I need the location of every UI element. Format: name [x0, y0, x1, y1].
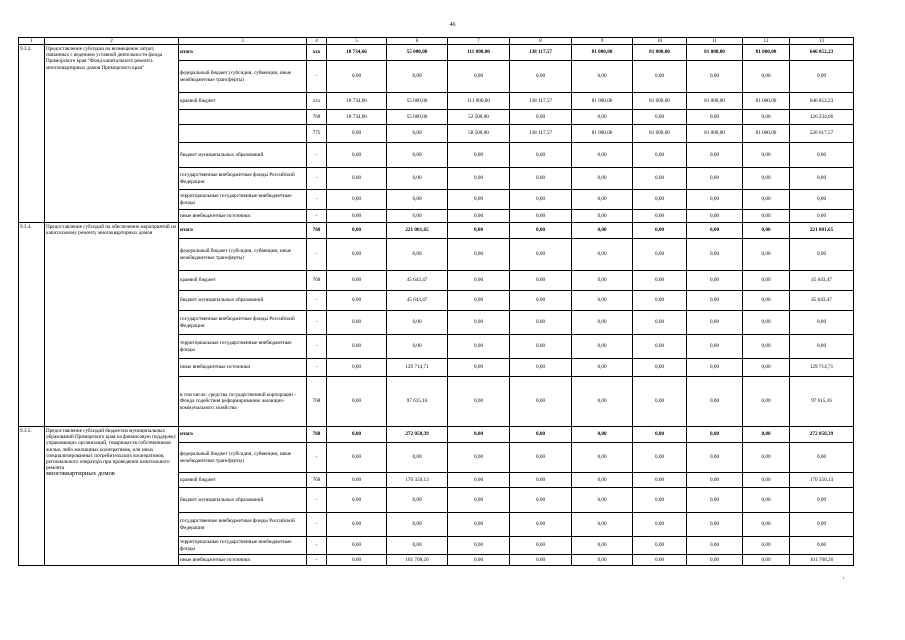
table-row: [19, 223, 854, 239]
funding-source: [179, 110, 307, 125]
year-value: 0,00: [743, 110, 790, 125]
budget-code: -: [307, 210, 327, 223]
year-value: 0,00: [327, 311, 387, 335]
funding-source: территориальные государственные внебюджетные фонды: [179, 335, 307, 359]
funding-source: бюджет муниципальных образований: [179, 488, 307, 513]
year-value: 0,00: [633, 537, 687, 555]
total-value: 646 852,23: [790, 45, 854, 61]
budget-code: 768: [307, 271, 327, 291]
year-value: 55 000,00: [387, 93, 448, 110]
total-value: 0,00: [790, 335, 854, 359]
total-value: 101 708,26: [790, 555, 854, 566]
section-name-text: Предоставление субсидий на обеспечение мероприятий по капитальному ремонту многоквартирных домов: [46, 224, 177, 237]
column-number: 4: [307, 38, 327, 45]
year-value: 0,00: [687, 61, 743, 93]
year-value: 0,00: [743, 537, 790, 555]
budget-code: -: [307, 555, 327, 566]
year-value: 0,00: [327, 513, 387, 537]
year-value: 0,00: [572, 427, 633, 443]
year-value: 0,00: [448, 239, 510, 271]
budget-code: 768: [307, 110, 327, 125]
total-value: 520 617,57: [790, 125, 854, 143]
column-number: 7: [448, 38, 510, 45]
total-value: 0,00: [790, 443, 854, 473]
year-value: 111 000,00: [448, 45, 510, 61]
funding-source: иные внебюджетные источники: [179, 359, 307, 377]
year-value: 221 001,65: [387, 223, 448, 239]
column-number-row: [19, 38, 854, 45]
year-value: 0,00: [743, 427, 790, 443]
year-value: 0,00: [327, 537, 387, 555]
column-number: 3: [179, 38, 307, 45]
funding-source: бюджет муниципальных образований: [179, 143, 307, 168]
budget-code: 768: [307, 223, 327, 239]
total-value: 0,00: [790, 311, 854, 335]
total-value: 221 001,65: [790, 223, 854, 239]
year-value: 0,00: [572, 359, 633, 377]
section-name: [45, 427, 179, 566]
year-value: 0,00: [633, 223, 687, 239]
year-value: 0,00: [743, 239, 790, 271]
year-value: 0,00: [572, 537, 633, 555]
budget-code: -: [307, 359, 327, 377]
year-value: 0,00: [743, 190, 790, 210]
year-value: 52 500,00: [448, 110, 510, 125]
section-name-text: Предоставление субсидий бюджетам муниципальных образований Приморского края на финансовую поддержку управляющих организаций, товариществ собственников жилья, либо жилищных кооперативов, или иных специализированных потребительских кооперативов, регионального оператора при проведении капитального ремонта: [46, 428, 177, 472]
year-value: 0,00: [687, 168, 743, 190]
year-value: 0,00: [687, 335, 743, 359]
year-value: 81 000,00: [572, 45, 633, 61]
year-value: 0,00: [327, 335, 387, 359]
total-value: 0,00: [790, 513, 854, 537]
year-value: 0,00: [743, 488, 790, 513]
year-value: 0,00: [572, 210, 633, 223]
year-value: 0,00: [687, 359, 743, 377]
year-value: 0,00: [633, 473, 687, 488]
year-value: 0,00: [687, 311, 743, 335]
year-value: 0,00: [572, 143, 633, 168]
year-value: 0,00: [448, 143, 510, 168]
column-number: 11: [687, 38, 743, 45]
year-value: 0,00: [687, 143, 743, 168]
column-number: 6: [387, 38, 448, 45]
year-value: 0,00: [327, 377, 387, 427]
year-value: 0,00: [743, 210, 790, 223]
budget-code: xxx: [307, 93, 327, 110]
column-number: 12: [743, 38, 790, 45]
year-value: 0,00: [633, 271, 687, 291]
funding-source: федеральный бюджет (субсидии, субвенции, иные межбюджетные трансферты): [179, 61, 307, 93]
year-value: 0,00: [510, 377, 572, 427]
year-value: 0,00: [327, 427, 387, 443]
year-value: 0,00: [572, 488, 633, 513]
year-value: 0,00: [387, 443, 448, 473]
total-value: 45 643,47: [790, 271, 854, 291]
year-value: 0,00: [387, 537, 448, 555]
year-value: 81 000,00: [633, 45, 687, 61]
year-value: 0,00: [448, 311, 510, 335]
year-value: 0,00: [743, 513, 790, 537]
year-value: 138 117,57: [510, 45, 572, 61]
year-value: 0,00: [687, 555, 743, 566]
year-value: 111 000,00: [448, 93, 510, 110]
year-value: 0,00: [633, 190, 687, 210]
budget-code: -: [307, 537, 327, 555]
funding-source: в том числе: средства государственной корпорации - Фонда содействия реформированию жилищно-коммунального хозяйства: [179, 377, 307, 427]
year-value: 0,00: [327, 488, 387, 513]
budget-code: 768: [307, 427, 327, 443]
column-number: 9: [572, 38, 633, 45]
year-value: 0,00: [633, 143, 687, 168]
year-value: 0,00: [687, 377, 743, 427]
year-value: 0,00: [510, 190, 572, 210]
year-value: 0,00: [572, 271, 633, 291]
year-value: 0,00: [327, 125, 387, 143]
year-value: 0,00: [448, 271, 510, 291]
year-value: 0,00: [510, 473, 572, 488]
year-value: 0,00: [572, 110, 633, 125]
year-value: 81 000,00: [687, 93, 743, 110]
funding-source: иные внебюджетные источники: [179, 555, 307, 566]
year-value: 0,00: [327, 443, 387, 473]
year-value: 0,00: [743, 291, 790, 311]
year-value: 0,00: [572, 168, 633, 190]
year-value: 0,00: [633, 555, 687, 566]
budget-code: 768: [307, 377, 327, 427]
year-value: 0,00: [743, 143, 790, 168]
year-value: 0,00: [510, 271, 572, 291]
year-value: 0,00: [633, 377, 687, 427]
funding-source: краевой бюджет: [179, 271, 307, 291]
year-value: 0,00: [510, 555, 572, 566]
total-value: 0,00: [790, 168, 854, 190]
year-value: 0,00: [510, 443, 572, 473]
year-value: 0,00: [687, 239, 743, 271]
total-value: 0,00: [790, 61, 854, 93]
year-value: 0,00: [448, 168, 510, 190]
budget-code: -: [307, 61, 327, 93]
funding-source: территориальные государственные внебюджетные фонды: [179, 190, 307, 210]
year-value: 81 000,00: [633, 125, 687, 143]
year-value: 0,00: [510, 488, 572, 513]
budget-code: 775: [307, 125, 327, 143]
year-value: 0,00: [387, 488, 448, 513]
year-value: 0,00: [633, 61, 687, 93]
column-number: 5: [327, 38, 387, 45]
column-number: 10: [633, 38, 687, 45]
year-value: 0,00: [510, 61, 572, 93]
year-value: 0,00: [510, 359, 572, 377]
year-value: 81 000,00: [687, 125, 743, 143]
year-value: 0,00: [327, 223, 387, 239]
year-value: 0,00: [387, 311, 448, 335]
funding-source: федеральный бюджет (субсидии, субвенции, иные межбюджетные трансферты): [179, 443, 307, 473]
year-value: 0,00: [510, 110, 572, 125]
year-value: 0,00: [743, 555, 790, 566]
section-name: [45, 223, 179, 427]
budget-code: 768: [307, 473, 327, 488]
funding-source: итого: [179, 427, 307, 443]
funding-source: [179, 125, 307, 143]
budget-code: -: [307, 168, 327, 190]
total-value: 170 350,13: [790, 473, 854, 488]
funding-source: государственные внебюджетные фонды Российской Федерации: [179, 513, 307, 537]
section-name-tail: многоквартирных домов: [46, 470, 115, 478]
funding-source: федеральный бюджет (субсидии, субвенции, иные межбюджетные трансферты): [179, 239, 307, 271]
year-value: 0,00: [327, 168, 387, 190]
year-value: 0,00: [510, 291, 572, 311]
year-value: 81 000,00: [572, 125, 633, 143]
year-value: 0,00: [448, 427, 510, 443]
year-value: 0,00: [572, 377, 633, 427]
year-value: 0,00: [743, 311, 790, 335]
year-value: 81 000,00: [687, 45, 743, 61]
year-value: 0,00: [510, 427, 572, 443]
budget-code: -: [307, 239, 327, 271]
budget-code: xxx: [307, 45, 327, 61]
year-value: 0,00: [448, 513, 510, 537]
year-value: 0,00: [572, 555, 633, 566]
year-value: 0,00: [743, 359, 790, 377]
year-value: 0,00: [510, 143, 572, 168]
year-value: 0,00: [448, 473, 510, 488]
total-value: 272 058,39: [790, 427, 854, 443]
budget-code: -: [307, 513, 327, 537]
budget-code: -: [307, 488, 327, 513]
year-value: 170 350,13: [387, 473, 448, 488]
section-number: 9.3.4.: [19, 223, 45, 427]
year-value: 129 714,71: [387, 359, 448, 377]
year-value: 45 643,47: [387, 271, 448, 291]
year-value: 0,00: [387, 513, 448, 537]
year-value: 0,00: [572, 190, 633, 210]
budget-code: -: [307, 335, 327, 359]
year-value: 81 000,00: [743, 125, 790, 143]
year-value: 0,00: [633, 311, 687, 335]
year-value: 0,00: [687, 190, 743, 210]
year-value: 55 000,00: [387, 45, 448, 61]
year-value: 0,00: [448, 335, 510, 359]
year-value: 0,00: [510, 210, 572, 223]
year-value: 55 000,00: [387, 110, 448, 125]
year-value: 81 000,00: [572, 93, 633, 110]
funding-source: территориальные государственные внебюджетные фонды: [179, 537, 307, 555]
year-value: 0,00: [448, 377, 510, 427]
year-value: 101 708,26: [387, 555, 448, 566]
year-value: 0,00: [387, 239, 448, 271]
funding-source: краевой бюджет: [179, 473, 307, 488]
year-value: 0,00: [572, 223, 633, 239]
year-value: 0,00: [633, 335, 687, 359]
year-value: 0,00: [687, 537, 743, 555]
total-value: 97 615,16: [790, 377, 854, 427]
year-value: 0,00: [387, 190, 448, 210]
year-value: 0,00: [743, 271, 790, 291]
table-body: [19, 38, 854, 566]
table-row: [19, 45, 854, 61]
year-value: 0,00: [387, 61, 448, 93]
page-number: 46: [449, 22, 456, 28]
year-value: 0,00: [448, 359, 510, 377]
year-value: 0,00: [687, 110, 743, 125]
year-value: 0,00: [387, 210, 448, 223]
year-value: 0,00: [743, 377, 790, 427]
year-value: 0,00: [387, 143, 448, 168]
year-value: 0,00: [327, 291, 387, 311]
total-value: 0,00: [790, 537, 854, 555]
year-value: 272 058,39: [387, 427, 448, 443]
year-value: 81 000,00: [633, 93, 687, 110]
column-number: 1: [19, 38, 45, 45]
year-value: 0,00: [448, 537, 510, 555]
year-value: 58 500,00: [448, 125, 510, 143]
year-value: 0,00: [687, 473, 743, 488]
total-value: 646 852,23: [790, 93, 854, 110]
budget-code: -: [307, 190, 327, 210]
year-value: 0,00: [510, 239, 572, 271]
year-value: 0,00: [633, 168, 687, 190]
year-value: 0,00: [687, 291, 743, 311]
year-value: 0,00: [633, 359, 687, 377]
year-value: 0,00: [633, 239, 687, 271]
year-value: 0,00: [327, 555, 387, 566]
total-value: 0,00: [790, 488, 854, 513]
budget-code: -: [307, 143, 327, 168]
year-value: 0,00: [510, 335, 572, 359]
year-value: 18 734,66: [327, 110, 387, 125]
year-value: 0,00: [448, 190, 510, 210]
year-value: 0,00: [510, 311, 572, 335]
year-value: 0,00: [510, 168, 572, 190]
year-value: 0,00: [633, 110, 687, 125]
year-value: 0,00: [633, 443, 687, 473]
column-number: 8: [510, 38, 572, 45]
total-value: 129 714,71: [790, 359, 854, 377]
year-value: 0,00: [572, 335, 633, 359]
year-value: 0,00: [327, 190, 387, 210]
year-value: 81 000,00: [743, 45, 790, 61]
year-value: 0,00: [743, 61, 790, 93]
year-value: 0,00: [327, 210, 387, 223]
year-value: 45 643,47: [387, 291, 448, 311]
section-number: 9.3.3.: [19, 45, 45, 223]
total-value: 126 234,66: [790, 110, 854, 125]
year-value: 0,00: [448, 291, 510, 311]
year-value: 0,00: [448, 61, 510, 93]
year-value: 0,00: [327, 239, 387, 271]
year-value: 0,00: [448, 555, 510, 566]
year-value: 0,00: [510, 513, 572, 537]
year-value: 0,00: [510, 537, 572, 555]
section-name: [45, 45, 179, 223]
budget-code: -: [307, 443, 327, 473]
year-value: 0,00: [327, 271, 387, 291]
year-value: 0,00: [743, 223, 790, 239]
year-value: 18 734,66: [327, 93, 387, 110]
budget-table: [18, 37, 854, 566]
column-number: 13: [790, 38, 854, 45]
year-value: 0,00: [687, 210, 743, 223]
funding-source: государственные внебюджетные фонды Российской Федерации: [179, 311, 307, 335]
year-value: 0,00: [448, 443, 510, 473]
year-value: 0,00: [687, 271, 743, 291]
year-value: 18 734,66: [327, 45, 387, 61]
year-value: 0,00: [687, 488, 743, 513]
funding-source: итого: [179, 223, 307, 239]
year-value: 0,00: [387, 168, 448, 190]
year-value: 0,00: [687, 443, 743, 473]
section-number: 9.3.5.: [19, 427, 45, 566]
year-value: 0,00: [448, 223, 510, 239]
year-value: 0,00: [687, 513, 743, 537]
year-value: 0,00: [687, 427, 743, 443]
year-value: 97 615,16: [387, 377, 448, 427]
year-value: 0,00: [633, 427, 687, 443]
section-name-text: Предоставление субсидии на возмещение затрат, связанных с ведением уставной деятельности фонда Приморского края "Фонд капитального ремонта многоквартирных домов Приморского края": [46, 46, 163, 71]
funding-source: иные внебюджетные источники: [179, 210, 307, 223]
year-value: 0,00: [633, 513, 687, 537]
budget-code: -: [307, 311, 327, 335]
year-value: 0,00: [387, 335, 448, 359]
year-value: 0,00: [743, 335, 790, 359]
year-value: 0,00: [572, 239, 633, 271]
year-value: 138 117,57: [510, 125, 572, 143]
year-value: 0,00: [633, 488, 687, 513]
year-value: 0,00: [572, 311, 633, 335]
year-value: 0,00: [572, 473, 633, 488]
total-value: 0,00: [790, 190, 854, 210]
year-value: 0,00: [327, 143, 387, 168]
total-value: 0,00: [790, 210, 854, 223]
funding-source: государственные внебюджетные фонды Российской Федерации: [179, 168, 307, 190]
year-value: 0,00: [633, 210, 687, 223]
funding-source: итого: [179, 45, 307, 61]
year-value: 0,00: [510, 223, 572, 239]
year-value: 0,00: [743, 443, 790, 473]
funding-source: краевой бюджет: [179, 93, 307, 110]
year-value: 0,00: [633, 291, 687, 311]
year-value: 0,00: [327, 359, 387, 377]
year-value: 0,00: [743, 168, 790, 190]
year-value: 0,00: [327, 61, 387, 93]
year-value: 0,00: [572, 513, 633, 537]
year-value: 0,00: [572, 443, 633, 473]
year-value: 0,00: [448, 488, 510, 513]
year-value: 81 000,00: [743, 93, 790, 110]
column-number: 2: [45, 38, 179, 45]
funding-source: бюджет муниципальных образований: [179, 291, 307, 311]
year-value: 138 117,57: [510, 93, 572, 110]
footer-mark: ·: [842, 574, 845, 583]
total-value: 0,00: [790, 143, 854, 168]
budget-code: -: [307, 291, 327, 311]
year-value: 0,00: [572, 61, 633, 93]
year-value: 0,00: [327, 473, 387, 488]
year-value: 0,00: [448, 210, 510, 223]
year-value: 0,00: [743, 473, 790, 488]
year-value: 0,00: [387, 125, 448, 143]
table-row: [19, 427, 854, 443]
year-value: 0,00: [687, 223, 743, 239]
total-value: 0,00: [790, 239, 854, 271]
total-value: 45 643,47: [790, 291, 854, 311]
year-value: 0,00: [572, 291, 633, 311]
